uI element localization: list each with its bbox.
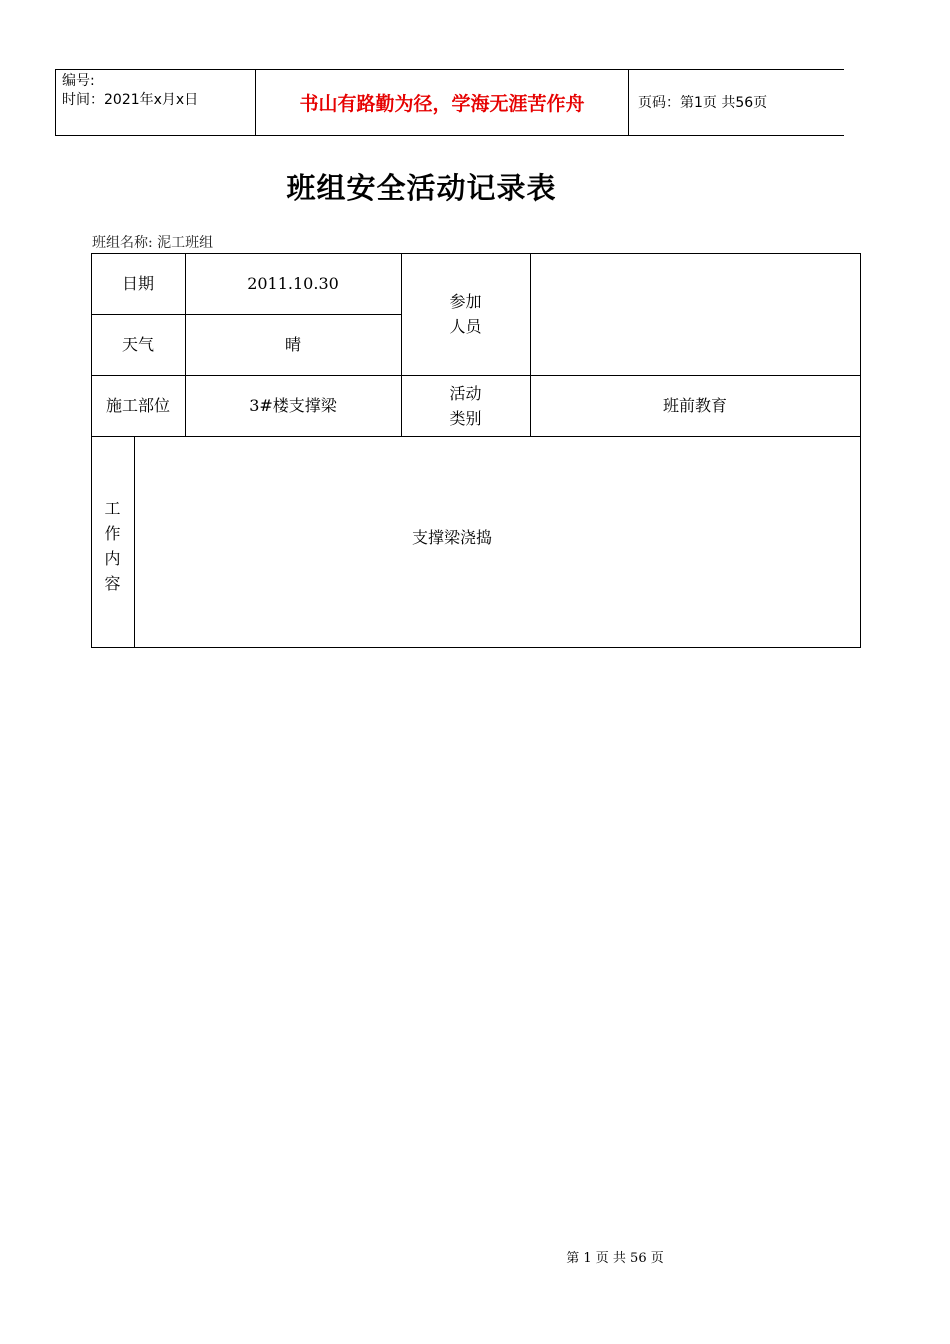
work-content-label-char: 作 [104,523,121,543]
date-value: 2011.10.30 [247,273,339,293]
activity-record-table [91,253,861,648]
activity-type-label-line1: 活动 [449,383,482,403]
work-content-label-char: 工 [104,498,121,518]
activity-type-label [401,375,530,436]
header-motto: 书山有路勤为径，学海无涯苦作舟 [299,93,585,115]
participants-label [401,253,530,375]
location-label: 施工部位 [105,395,170,415]
work-content-label-char: 内 [104,548,121,568]
work-content-label [91,436,134,647]
header-left-border [55,69,56,136]
location-value: 3#楼支撑梁 [249,395,337,415]
activity-type-value: 班前教育 [662,395,727,415]
header-page-info: 页码：第1页 共56页 [638,95,768,111]
weather-label: 天气 [121,334,154,354]
team-name-line: 班组名称: 泥工班组 [92,235,214,251]
doc-number-label: 编号: [62,73,95,89]
table-rule-bottom [91,647,861,648]
activity-type-label-line2: 类别 [449,408,482,428]
participants-label-line1: 参加 [449,292,482,311]
weather-value: 晴 [284,334,301,354]
header-meta [62,72,252,110]
doc-time-label: 时间：2021年x月x日 [62,92,199,108]
work-content-value: 支撑梁浇捣 [411,527,492,547]
header-divider-2 [628,69,629,136]
participants-label-line2: 人员 [449,317,482,336]
participants-value [530,253,860,375]
document-title: 班组安全活动记录表 [286,171,557,205]
page-footer: 第 1 页 共 56 页 [566,1251,664,1266]
table-rule-right [860,253,861,648]
date-label: 日期 [121,273,154,293]
work-content-label-char: 容 [104,573,121,593]
